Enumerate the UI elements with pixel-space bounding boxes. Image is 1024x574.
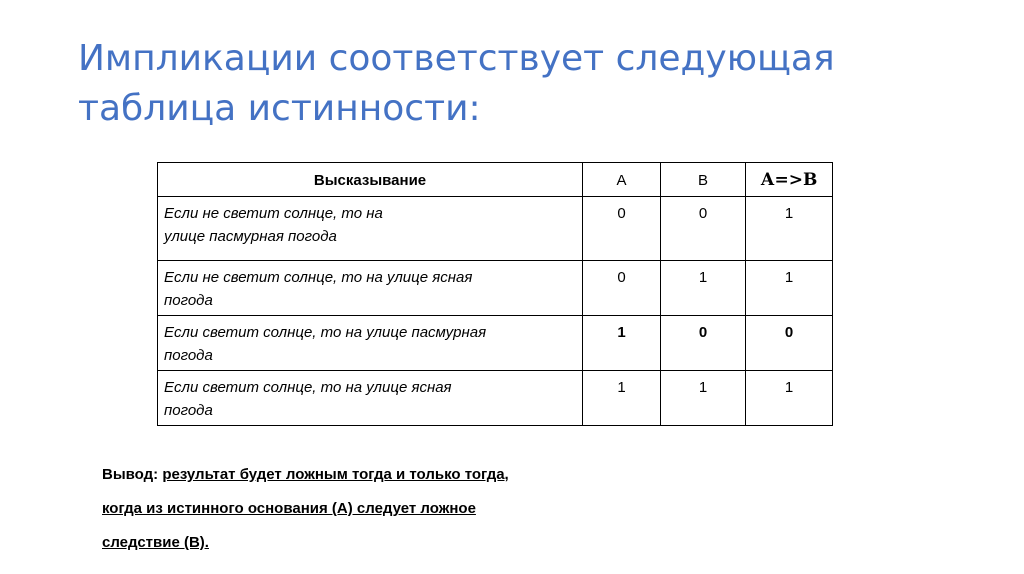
value-a-cell: 1 [583, 371, 661, 426]
statement-cell [158, 261, 583, 316]
result-cell: 0 [746, 316, 833, 371]
statement-line: Если не светит солнце, то на [164, 205, 383, 222]
slide-title-line-1: Импликации соответствует следующая [78, 38, 835, 79]
conclusion-text-2: когда из истинного основания (А) следует ложное [102, 500, 476, 517]
conclusion-text-1: результат будет ложным тогда и только тогда, [162, 466, 509, 483]
value-a-cell: 0 [583, 197, 661, 261]
conclusion-label: Вывод: [102, 466, 159, 483]
conclusion [102, 458, 662, 560]
conclusion-text-3: следствие (В). [102, 534, 209, 551]
table-row [158, 197, 833, 261]
value-b-cell: 0 [661, 316, 746, 371]
value-b-cell: 1 [661, 261, 746, 316]
value-a-cell: 0 [583, 261, 661, 316]
value-b-cell: 1 [661, 371, 746, 426]
statement-line: Если светит солнце, то на улице пасмурная [164, 324, 487, 341]
statement-line: погода [164, 402, 213, 419]
header-statement: Высказывание [158, 163, 583, 197]
header-a: А [583, 163, 661, 197]
slide-title [78, 34, 978, 134]
statement-line: Если светит солнце, то на улице ясная [164, 379, 452, 396]
conclusion-line-2 [102, 492, 662, 526]
statement-line: улице пасмурная погода [164, 228, 337, 245]
truth-table [157, 162, 833, 426]
header-b: В [661, 163, 746, 197]
result-cell: 1 [746, 197, 833, 261]
value-a-cell: 1 [583, 316, 661, 371]
value-b-cell: 0 [661, 197, 746, 261]
table-header-row [158, 163, 833, 197]
conclusion-line-3 [102, 526, 662, 560]
table-row [158, 371, 833, 426]
table-row [158, 316, 833, 371]
statement-cell [158, 316, 583, 371]
statement-line: погода [164, 292, 213, 309]
statement-cell [158, 371, 583, 426]
statement-line: погода [164, 347, 213, 364]
table-row [158, 261, 833, 316]
statement-line: Если не светит солнце, то на улице ясная [164, 269, 473, 286]
slide-title-line-2: таблица истинности: [78, 88, 481, 129]
statement-cell [158, 197, 583, 261]
conclusion-line-1 [102, 458, 662, 492]
result-cell: 1 [746, 261, 833, 316]
result-cell: 1 [746, 371, 833, 426]
header-implication: А=>В [746, 163, 833, 197]
